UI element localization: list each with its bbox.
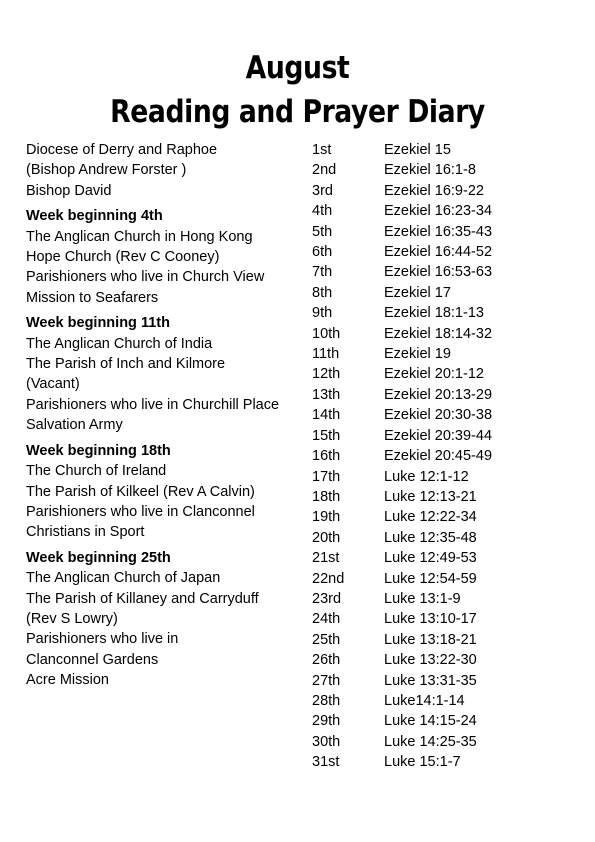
week-heading: Week beginning 11th [26,315,170,332]
reading-reference: Ezekiel 18:14-32 [384,325,493,342]
week-block [26,313,306,435]
week-block [26,548,306,691]
reading-day: 9th [312,305,333,322]
reading-reference: Luke 13:10-17 [384,611,477,628]
reading-row [312,671,572,691]
reading-row [312,181,572,201]
prayer-line: Parishioners who live in [26,631,179,648]
reading-row [312,507,572,527]
week-heading: Week beginning 18th [26,442,171,459]
reading-row [312,426,572,446]
reading-day: 4th [312,203,333,220]
reading-day: 10th [312,325,341,342]
reading-reference: Ezekiel 20:13-29 [384,386,493,403]
reading-reference: Ezekiel 16:1-8 [384,162,476,179]
prayer-line: Parishioners who live in Clanconnel [26,503,255,520]
intro-line: (Bishop Andrew Forster ) [26,162,187,179]
reading-reference: Ezekiel 20:39-44 [384,427,493,444]
reading-row [312,691,572,711]
reading-day: 12th [312,366,341,383]
reading-reference: Luke14:1-14 [384,692,465,709]
reading-reference: Ezekiel 19 [384,346,451,363]
prayer-line: The Parish of Killaney and Carryduff [26,590,259,607]
week-block [26,206,306,308]
reading-day: 6th [312,244,333,261]
reading-reference: Luke 15:1-7 [384,754,461,771]
reading-day: 22nd [312,570,345,587]
week-heading: Week beginning 4th [26,208,163,225]
reading-row [312,140,572,160]
reading-day: 13th [312,386,341,403]
reading-reference: Luke 12:22-34 [384,509,477,526]
prayer-line: The Anglican Church of Japan [26,570,221,587]
prayer-line: Clanconnel Gardens [26,651,159,668]
reading-row [312,262,572,282]
reading-reference: Luke 14:15-24 [384,713,477,730]
reading-reference: Ezekiel 20:1-12 [384,366,484,383]
reading-day: 29th [312,713,341,730]
reading-day: 2nd [312,162,337,179]
prayer-line: (Vacant) [26,376,80,393]
intro-block [26,140,306,201]
reading-day: 8th [312,284,333,301]
reading-day: 19th [312,509,341,526]
reading-row [312,548,572,568]
reading-reference: Luke 14:25-35 [384,733,477,750]
week-heading: Week beginning 25th [26,549,171,566]
reading-reference: Luke 12:54-59 [384,570,477,587]
reading-reference: Luke 12:13-21 [384,488,477,505]
reading-day: 23rd [312,590,342,607]
reading-reference: Ezekiel 20:45-49 [384,448,493,465]
reading-row [312,385,572,405]
prayer-line: The Anglican Church in Hong Kong [26,228,253,245]
reading-day: 20th [312,529,341,546]
reading-row [312,467,572,487]
reading-day: 27th [312,672,341,689]
reading-day: 31st [312,754,340,771]
prayer-line: Acre Mission [26,672,109,689]
reading-day: 15th [312,427,341,444]
reading-row [312,650,572,670]
prayer-line: The Parish of Kilkeel (Rev A Calvin) [26,483,255,500]
week-block [26,441,306,543]
reading-row [312,589,572,609]
intro-line: Diocese of Derry and Raphoe [26,142,218,158]
reading-day: 18th [312,488,341,505]
reading-reference: Luke 12:49-53 [384,550,477,567]
reading-reference: Luke 12:35-48 [384,529,477,546]
reading-row [312,569,572,589]
reading-row [312,752,572,772]
reading-row [312,242,572,262]
prayer-line: Mission to Seafarers [26,289,159,306]
reading-reference: Luke 13:31-35 [384,672,477,689]
reading-row [312,732,572,752]
reading-day: 26th [312,652,341,669]
reading-day: 14th [312,407,341,424]
prayer-line: Christians in Sport [26,524,145,541]
reading-day: 28th [312,692,341,709]
reading-row [312,405,572,425]
reading-reference: Luke 13:18-21 [384,631,477,648]
reading-day: 30th [312,733,341,750]
reading-day: 1st [312,142,332,158]
reading-reference: Luke 12:1-12 [384,468,469,485]
reading-row [312,160,572,180]
reading-reference: Luke 13:22-30 [384,652,477,669]
reading-reference: Ezekiel 20:30-38 [384,407,493,424]
reading-day: 5th [312,223,333,240]
reading-day: 7th [312,264,333,281]
reading-row [312,283,572,303]
prayer-line: Parishioners who live in Churchill Place [26,396,280,413]
reading-day: 21st [312,550,340,567]
reading-day: 24th [312,611,341,628]
reading-reference: Ezekiel 15 [384,142,451,158]
reading-row [312,446,572,466]
reading-row [312,344,572,364]
reading-schedule [312,140,572,773]
reading-row [312,487,572,507]
page-title: August [245,50,350,86]
reading-row [312,609,572,629]
reading-reference: Ezekiel 16:23-34 [384,203,493,220]
prayer-line: The Parish of Inch and Kilmore [26,356,226,373]
prayer-diary-column [26,140,306,691]
reading-row [312,528,572,548]
prayer-line: The Anglican Church of India [26,335,213,352]
prayer-line: The Church of Ireland [26,463,167,480]
reading-reference: Ezekiel 16:53-63 [384,264,493,281]
reading-day: 17th [312,468,341,485]
prayer-line: (Rev S Lowry) [26,610,118,627]
reading-reference: Ezekiel 17 [384,284,451,301]
reading-day: 3rd [312,182,333,199]
reading-row [312,630,572,650]
reading-row [312,222,572,242]
reading-row [312,324,572,344]
reading-reference: Ezekiel 16:35-43 [384,223,493,240]
reading-day: 16th [312,448,341,465]
prayer-line: Salvation Army [26,417,123,434]
reading-row [312,364,572,384]
reading-row [312,711,572,731]
reading-reference: Luke 13:1-9 [384,590,461,607]
page-subtitle: Reading and Prayer Diary [110,94,485,130]
reading-row [312,303,572,323]
prayer-line: Parishioners who live in Church View [26,269,265,286]
reading-row [312,201,572,221]
reading-reference: Ezekiel 18:1-13 [384,305,484,322]
reading-day: 11th [312,346,340,363]
intro-line: Bishop David [26,182,112,199]
prayer-line: Hope Church (Rev C Cooney) [26,249,220,266]
reading-reference: Ezekiel 16:44-52 [384,244,493,261]
reading-reference: Ezekiel 16:9-22 [384,182,484,199]
reading-day: 25th [312,631,341,648]
